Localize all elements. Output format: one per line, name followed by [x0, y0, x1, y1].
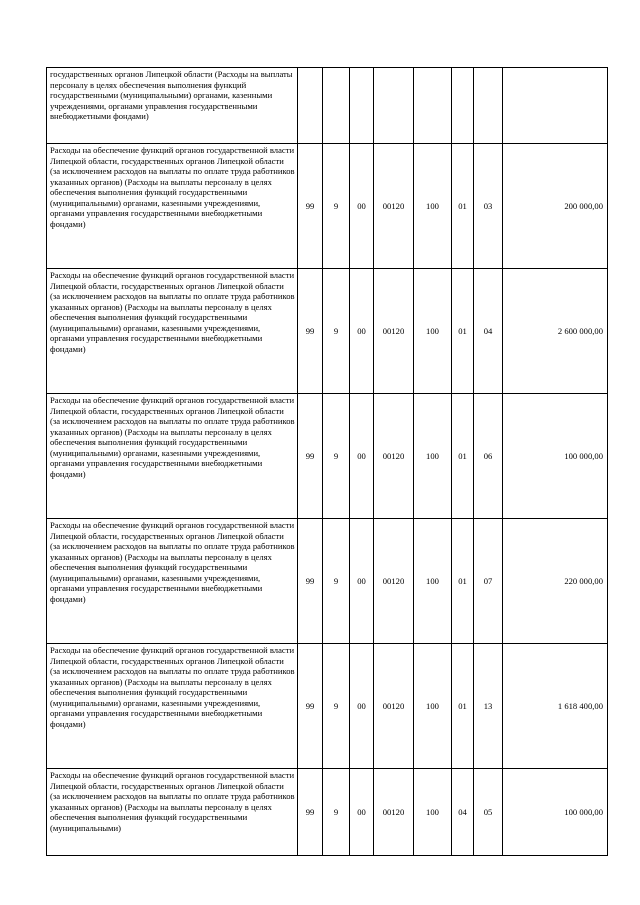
subprogram-code-cell: 9 — [323, 769, 350, 856]
amount-cell: 2 600 000,00 — [503, 269, 608, 394]
amount-cell: 1 618 400,00 — [503, 644, 608, 769]
section-cell: 01 — [452, 269, 474, 394]
program-code-cell: 99 — [298, 394, 323, 519]
main-event-code-cell: 00 — [350, 394, 374, 519]
subprogram-code-cell: 9 — [323, 519, 350, 644]
main-event-code-cell: 00 — [350, 769, 374, 856]
table-row — [47, 519, 608, 644]
section-cell: 04 — [452, 769, 474, 856]
main-event-code-cell — [350, 68, 374, 144]
direction-code-cell — [374, 68, 414, 144]
direction-code-cell: 00120 — [374, 269, 414, 394]
subsection-cell: 06 — [474, 394, 503, 519]
program-code-cell — [298, 68, 323, 144]
amount-cell: 220 000,00 — [503, 519, 608, 644]
table-row — [47, 644, 608, 769]
budget-table — [46, 67, 608, 856]
expense-type-cell: 100 — [414, 269, 452, 394]
expense-type-cell: 100 — [414, 144, 452, 269]
table-row — [47, 769, 608, 856]
direction-code-cell: 00120 — [374, 769, 414, 856]
description-cell: Расходы на обеспечение функций органов государственной власти Липецкой области, государственных органов Липецкой области (за исключением расходов на выплаты по оплате труда работников указанных органов) (Расходы на выплаты персоналу в целях обеспечения выполнения функций государственными (муниципальными) — [47, 769, 298, 856]
description-cell: Расходы на обеспечение функций органов государственной власти Липецкой области, государственных органов Липецкой области (за исключением расходов на выплаты по оплате труда работников указанных органов) (Расходы на выплаты персоналу в целях обеспечения выполнения функций государственными (муниципальными) органами, казенными учреждениями, органами управления государственными внебюджетными фондами) — [47, 394, 298, 519]
subsection-cell: 03 — [474, 144, 503, 269]
subsection-cell: 13 — [474, 644, 503, 769]
main-event-code-cell: 00 — [350, 144, 374, 269]
amount-cell: 200 000,00 — [503, 144, 608, 269]
expense-type-cell: 100 — [414, 644, 452, 769]
amount-cell — [503, 68, 608, 144]
direction-code-cell: 00120 — [374, 144, 414, 269]
description-cell: Расходы на обеспечение функций органов государственной власти Липецкой области, государственных органов Липецкой области (за исключением расходов на выплаты по оплате труда работников указанных органов) (Расходы на выплаты персоналу в целях обеспечения выполнения функций государственными (муниципальными) органами, казенными учреждениями, органами управления государственными внебюджетными фондами) — [47, 144, 298, 269]
subsection-cell: 07 — [474, 519, 503, 644]
subprogram-code-cell: 9 — [323, 144, 350, 269]
table-row — [47, 394, 608, 519]
section-cell — [452, 68, 474, 144]
section-cell: 01 — [452, 519, 474, 644]
expense-type-cell: 100 — [414, 769, 452, 856]
section-cell: 01 — [452, 394, 474, 519]
section-cell: 01 — [452, 644, 474, 769]
description-cell: Расходы на обеспечение функций органов государственной власти Липецкой области, государственных органов Липецкой области (за исключением расходов на выплаты по оплате труда работников указанных органов) (Расходы на выплаты персоналу в целях обеспечения выполнения функций государственными (муниципальными) органами, казенными учреждениями, органами управления государственными внебюджетными фондами) — [47, 269, 298, 394]
subprogram-code-cell: 9 — [323, 394, 350, 519]
subprogram-code-cell — [323, 68, 350, 144]
program-code-cell: 99 — [298, 144, 323, 269]
section-cell: 01 — [452, 144, 474, 269]
description-cell: Расходы на обеспечение функций органов государственной власти Липецкой области, государственных органов Липецкой области (за исключением расходов на выплаты по оплате труда работников указанных органов) (Расходы на выплаты персоналу в целях обеспечения выполнения функций государственными (муниципальными) органами, казенными учреждениями, органами управления государственными внебюджетными фондами) — [47, 644, 298, 769]
table-row — [47, 144, 608, 269]
amount-cell: 100 000,00 — [503, 769, 608, 856]
table-body — [47, 68, 608, 856]
description-cell: Расходы на обеспечение функций органов государственной власти Липецкой области, государственных органов Липецкой области (за исключением расходов на выплаты по оплате труда работников указанных органов) (Расходы на выплаты персоналу в целях обеспечения выполнения функций государственными (муниципальными) органами, казенными учреждениями, органами управления государственными внебюджетными фондами) — [47, 519, 298, 644]
expense-type-cell: 100 — [414, 519, 452, 644]
main-event-code-cell: 00 — [350, 519, 374, 644]
subsection-cell — [474, 68, 503, 144]
direction-code-cell: 00120 — [374, 519, 414, 644]
program-code-cell: 99 — [298, 269, 323, 394]
amount-cell: 100 000,00 — [503, 394, 608, 519]
table-row — [47, 269, 608, 394]
subprogram-code-cell: 9 — [323, 644, 350, 769]
description-cell: государственных органов Липецкой области (Расходы на выплаты персоналу в целях обеспечения выполнения функций государственными (муниципальными) органами, казенными учреждениями, органами управления государственными внебюджетными фондами) — [47, 68, 298, 144]
main-event-code-cell: 00 — [350, 269, 374, 394]
program-code-cell: 99 — [298, 769, 323, 856]
subprogram-code-cell: 9 — [323, 269, 350, 394]
table-row — [47, 68, 608, 144]
program-code-cell: 99 — [298, 519, 323, 644]
direction-code-cell: 00120 — [374, 394, 414, 519]
expense-type-cell: 100 — [414, 394, 452, 519]
direction-code-cell: 00120 — [374, 644, 414, 769]
subsection-cell: 05 — [474, 769, 503, 856]
subsection-cell: 04 — [474, 269, 503, 394]
expense-type-cell — [414, 68, 452, 144]
main-event-code-cell: 00 — [350, 644, 374, 769]
program-code-cell: 99 — [298, 644, 323, 769]
